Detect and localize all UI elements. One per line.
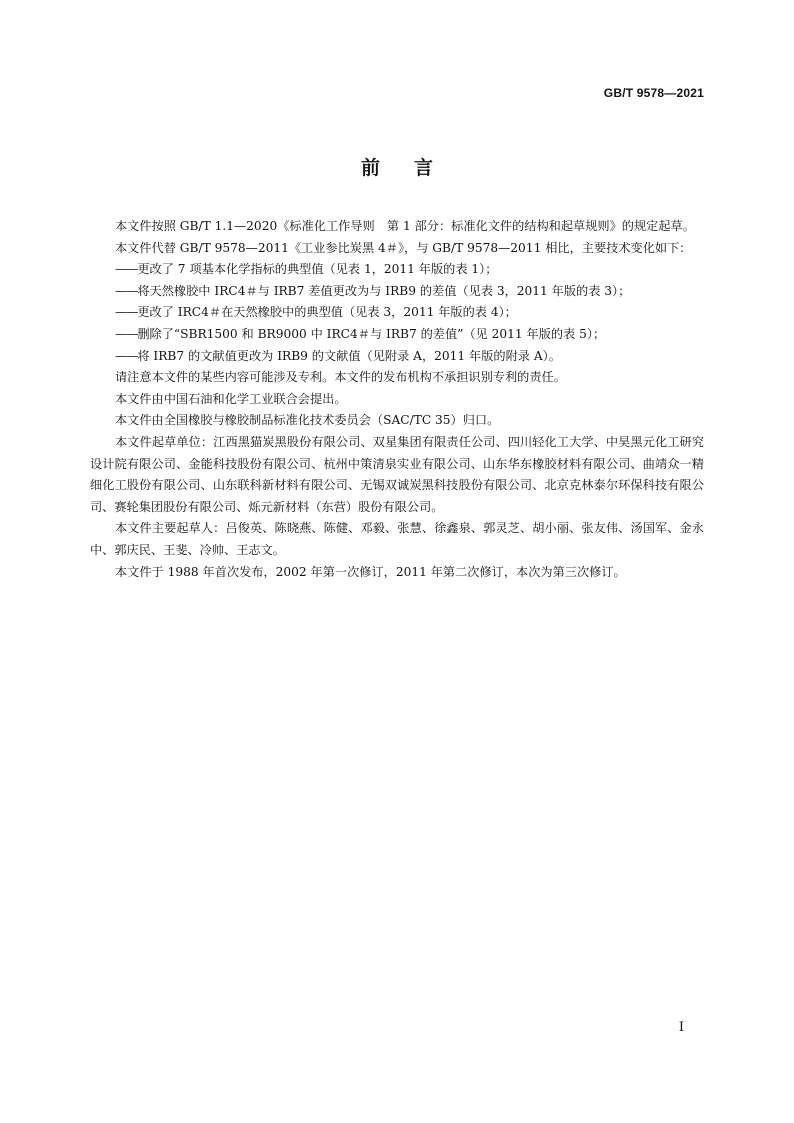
change-item: [90, 259, 704, 281]
paragraph-proposed-by: 本文件由中国石油和化学工业联合会提出。: [115, 391, 347, 406]
dash-marker: ——: [115, 348, 138, 363]
change-item-text: 将天然橡胶中 IRC4＃与 IRB7 差值更改为与 IRB9 的差值（见表 3，2011 年版的表 3）；: [137, 283, 631, 298]
change-item: [90, 302, 704, 324]
paragraph-drafting-rules: 本文件按照 GB/T 1.1—2020《标准化工作导则 第 1 部分：标准化文件的结构和起草规则》的规定起草。: [115, 219, 695, 233]
change-item-text: 更改了 IRC4＃在天然橡胶中的典型值（见表 3，2011 年版的表 4）；: [137, 305, 517, 320]
change-item: [90, 346, 704, 368]
foreword-body: [90, 216, 704, 583]
change-item-text: 删除了“SBR1500 和 BR9000 中 IRC4＃与 IRB7 的差值”（见 2011 年版的表 5）；: [137, 326, 606, 341]
change-item-text: 更改了 7 项基本化学指标的典型值（见表 1，2011 年版的表 1）；: [137, 262, 498, 277]
dash-marker: ——: [115, 326, 138, 341]
page-title: 前言: [360, 157, 467, 179]
paragraph-replacement: 本文件代替 GB/T 9578—2011《工业参比炭黑 4＃》，与 GB/T 9578—2011 相比，主要技术变化如下：: [115, 240, 692, 255]
paragraph-drafters: 本文件主要起草人：吕俊英、陈晓燕、陈健、邓毅、张慧、徐鑫泉、郭灵芝、胡小丽、张友伟、汤国军、金永中、郭庆民、王斐、冷帅、王志文。: [90, 521, 704, 557]
dash-marker: ——: [115, 283, 138, 298]
dash-marker: ——: [115, 262, 138, 277]
paragraph-drafting-units: 本文件起草单位：江西黑猫炭黑股份有限公司、双星集团有限责任公司、四川轻化工大学、中昊黑元化工研究设计院有限公司、金能科技股份有限公司、杭州中策清泉实业有限公司、山东华东橡胶材料有限公司、曲靖众一精细化工股份有限公司、山东联科新材料有限公司、无锡双诚炭黑科技股份有限公司、北京克林泰尔环保科技有限公司、赛轮集团股份有限公司、烁元新材料（东营）股份有限公司。: [90, 434, 704, 514]
change-item: [90, 281, 704, 303]
change-item: [90, 324, 704, 346]
paragraph-publication-history: 本文件于 1988 年首次发布，2002 年第一次修订，2011 年第二次修订，本次为第三次修订。: [115, 564, 626, 579]
paragraph-patent-notice: 请注意本文件的某些内容可能涉及专利。本文件的发布机构不承担识别专利的责任。: [115, 370, 566, 385]
page-number: I: [678, 1020, 684, 1035]
dash-marker: ——: [115, 305, 138, 320]
paragraph-under-jurisdiction: 本文件由全国橡胶与橡胶制品标准化技术委员会（SAC/TC 35）归口。: [115, 413, 500, 428]
change-item-text: 将 IRB7 的文献值更改为 IRB9 的文献值（见附录 A，2011 年版的附录 A）。: [137, 348, 561, 363]
standard-number: GB/T 9578—2021: [603, 86, 704, 100]
